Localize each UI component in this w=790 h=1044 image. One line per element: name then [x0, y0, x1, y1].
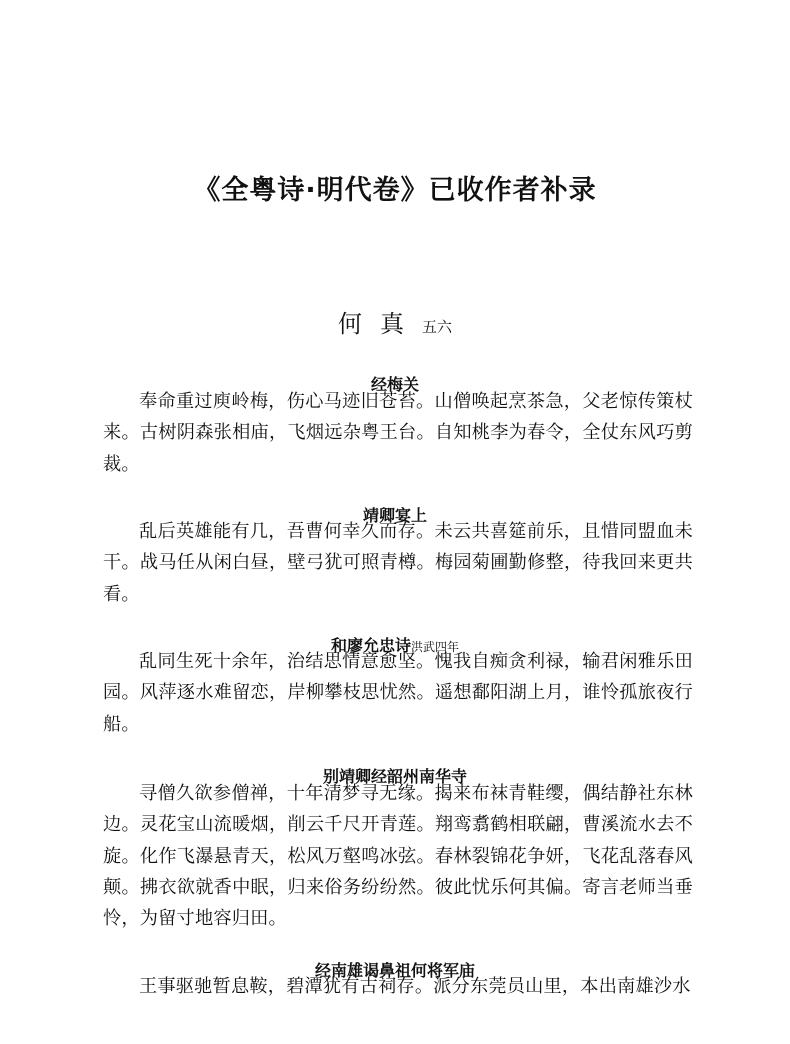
poem-body-4: 寻僧久欲参僧禅，十年清梦寻无缘。揭来布袜青鞋缨，偶结静社东林边。灵花宝山流暖烟，削云千尺开青莲。翔鸾翥鹤相联翩，曹溪流水去不旋。化作飞瀑悬青天，松风万壑鸣冰弦。春林裂锦花争妍，飞花乱落春风颠。拂衣欲就香中眠，归来俗务纷纷然。彼此忧乐何其偏。寄言老师当垂怜，为留寸地容归田。: [103, 783, 693, 930]
author-name: 何真: [337, 310, 422, 338]
poem-title-note: 洪武四年: [411, 640, 460, 654]
poem-title-text: 和廖允忠诗: [330, 636, 411, 655]
author-heading: [0, 304, 790, 339]
poem-title-text: 靖卿宴上: [362, 506, 427, 525]
poem-body-3: 乱同生死十余年，治结思情意愈坚。愧我自痴贪利禄，输君闲雅乐田园。风萍逐水难留恋，岸柳攀枝思忧然。遥想鄱阳湖上月，谁怜孤旅夜行船。: [103, 651, 693, 735]
author-note: 五六: [421, 318, 452, 336]
poem-body-2: 乱后英雄能有几，吾曹何幸久而存。未云共喜筵前乐，且惜同盟血未干。战马任从闲白昼，壁弓犹可照青樽。梅园菊圃勤修整，待我回来更共看。: [103, 521, 693, 605]
poem-title-text: 经梅关: [370, 375, 419, 394]
poem-body-1: 奉命重过庾岭梅，伤心马迹旧苍苔。山僧唤起烹茶急，父老惊传策杖来。古树阴森张相庙，飞烟远杂粤王台。自知桃李为春令，全仗东风巧剪裁。: [103, 391, 693, 475]
poem-title-text: 经南雄谒鼻祖何将军庙: [314, 961, 475, 980]
poem-title-text: 别靖卿经韶州南华寺: [322, 767, 467, 786]
poem-body-5: 王事驱驰暂息鞍，碧潭犹有古祠存。派分东莞员山里，本出南雄沙水: [139, 976, 691, 997]
book-title: 《全粤诗·明代卷》已收作者补录: [193, 175, 597, 206]
